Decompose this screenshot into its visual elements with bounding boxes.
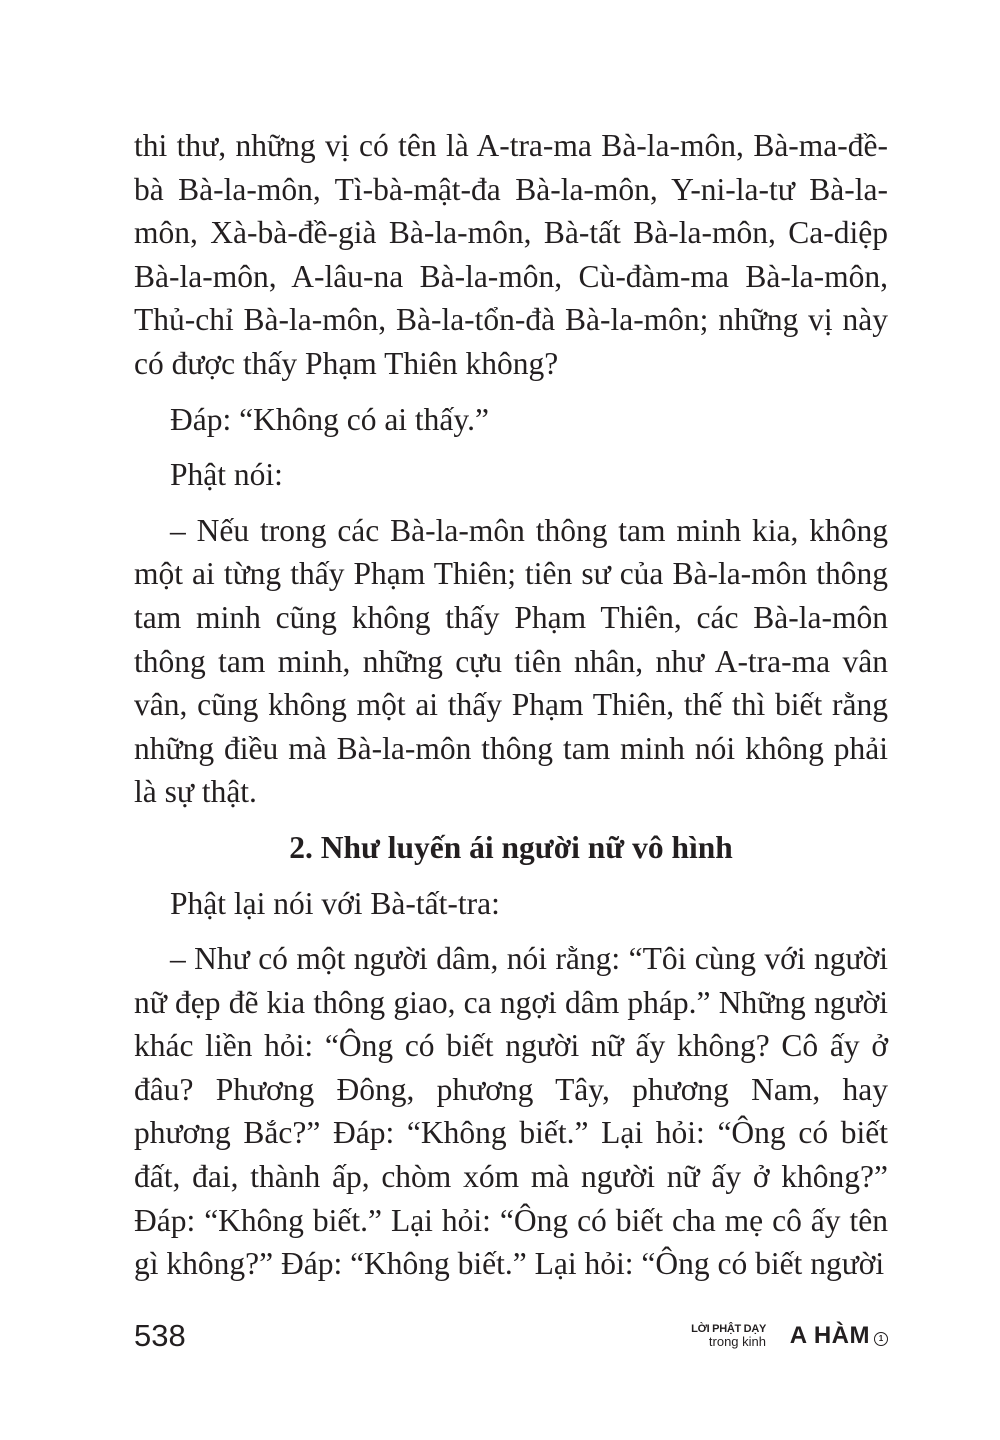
book-title-logo [688,1322,888,1354]
brand-title: A HÀM [789,1322,870,1349]
page-footer [134,1318,888,1358]
brand-line-2: trong kinh [708,1334,766,1349]
section-heading: 2. Như luyến ái người nữ vô hình [289,829,733,865]
brand-line-1: LỜI PHẬT DẠY [691,1323,766,1335]
paragraph: – Nếu trong các Bà-la-môn thông tam minh kia, không một ai từng thấy Phạm Thiên; tiên sư của Bà-la-môn thông tam minh cũng không thấy Phạm Thiên, các Bà-la-môn thông tam minh, những cựu tiên nhân, như A-tra-ma vân vân, cũng không một ai thấy Phạm Thiên, thế thì biết rằng những điều mà Bà-la-môn thông tam minh nói không phải là sự thật. [134,512,888,810]
page-body [134,124,888,1286]
paragraph: Phật nói: [170,457,283,493]
paragraph: – Như có một người dâm, nói rằng: “Tôi cùng với người nữ đẹp đẽ kia thông giao, ca ngợi dâm pháp.” Những người khác liền hỏi: “Ông có biết người nữ ấy không? Cô ấy ở đâu? Phương Đông, phương Tây, phương Nam, hay phương Bắc?” Đáp: “Không biết.” Lại hỏi: “Ông có biết đất, đai, thành ấp, chòm xóm mà người nữ ấy ở không?” Đáp: “Không biết.” Lại hỏi: “Ông có biết cha mẹ cô ấy tên gì không?” Đáp: “Không biết.” Lại hỏi: “Ông có biết người [134,941,888,1282]
paragraph: thi thư, những vị có tên là A-tra-ma Bà-la-môn, Bà-ma-đề-bà Bà-la-môn, Tì-bà-mật-đa Bà-la-môn, Y-ni-la-tư Bà-la-môn, Xà-bà-đề-già Bà-la-môn, Bà-tất Bà-la-môn, Ca-diệp Bà-la-môn, A-lâu-na Bà-la-môn, Cù-đàm-ma Bà-la-môn, Thủ-chỉ Bà-la-môn, Bà-la-tổn-đà Bà-la-môn; những vị này có được thấy Phạm Thiên không? [134,128,888,381]
paragraph: Đáp: “Không có ai thấy.” [170,401,489,437]
volume-badge: 1 [874,1332,888,1346]
page-number: 538 [134,1318,186,1353]
paragraph: Phật lại nói với Bà-tất-tra: [170,885,500,921]
